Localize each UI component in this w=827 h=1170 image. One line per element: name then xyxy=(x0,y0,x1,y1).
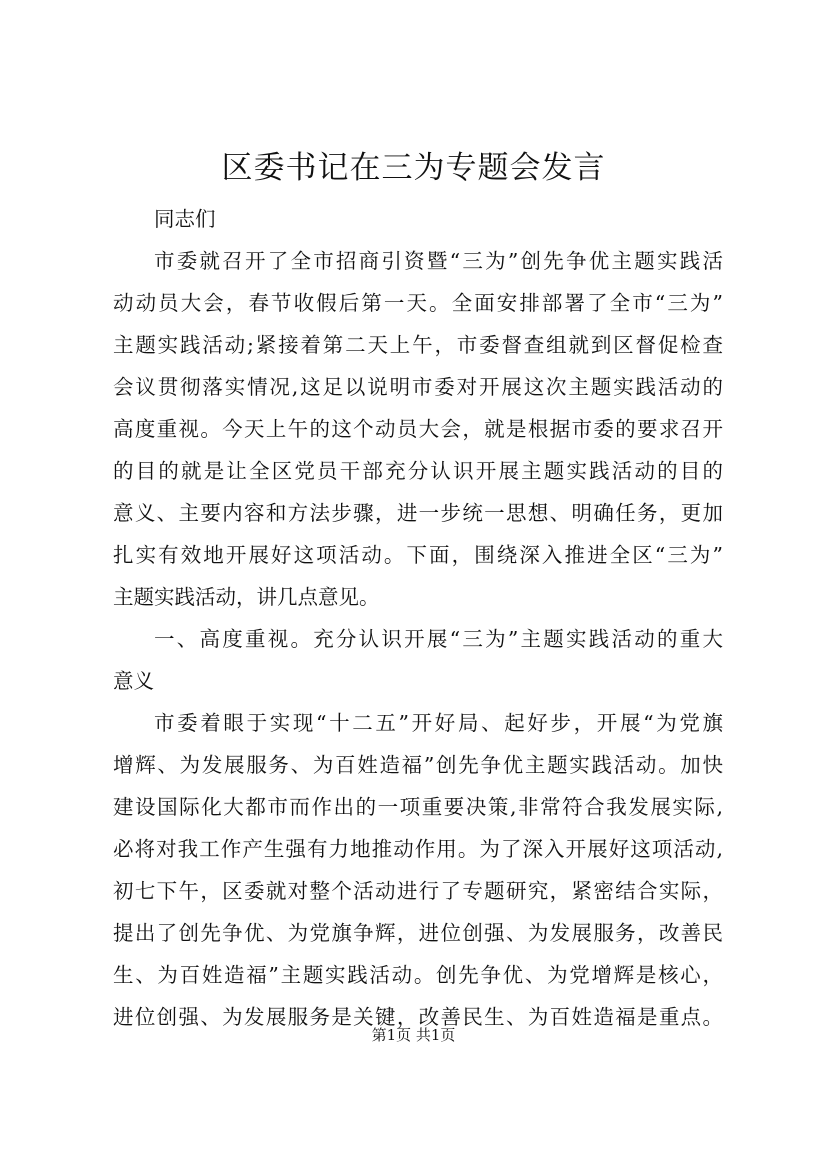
body-line: 提出了创先争优、为党旗争辉，进位创强、为发展服务，改善民 xyxy=(113,921,723,945)
body-line: 高度重视。今天上午的这个动员大会，就是根据市委的要求召开 xyxy=(113,417,723,441)
document-title: 区委书记在三为专题会发言 xyxy=(221,150,606,186)
body-line: 意义 xyxy=(113,669,154,693)
body-line: 增辉、为发展服务、为百姓造福”创先争优主题实践活动。加快 xyxy=(113,753,723,777)
body-line: 必将对我工作产生强有力地推动作用。为了深入开展好这项活动, xyxy=(113,837,723,861)
page-footer: 第1页 共1页 xyxy=(371,1026,456,1044)
body-line: 的目的就是让全区党员干部充分认识开展主题实践活动的目的 xyxy=(113,459,723,483)
body-line: 扎实有效地开展好这项活动。下面，围绕深入推进全区“三为” xyxy=(113,543,723,567)
body-line: 建设国际化大都市而作出的一项重要决策,非常符合我发展实际, xyxy=(113,795,723,819)
document-body xyxy=(113,198,723,1038)
body-line: 意义、主要内容和方法步骤，进一步统一思想、明确任务，更加 xyxy=(113,501,723,525)
body-line: 初七下午，区委就对整个活动进行了专题研究，紧密结合实际， xyxy=(113,879,723,903)
body-line: 进位创强、为发展服务是关键，改善民生、为百姓造福是重点。 xyxy=(113,1005,723,1029)
body-line: 一、高度重视。充分认识开展“三为”主题实践活动的重大 xyxy=(154,627,723,651)
body-line: 主题实践活动;紧接着第二天上午，市委督查组就到区督促检查 xyxy=(113,333,723,357)
body-line: 市委就召开了全市招商引资暨“三为”创先争优主题实践活 xyxy=(154,249,723,273)
body-line: 市委着眼于实现“十二五”开好局、起好步，开展“为党旗 xyxy=(154,711,723,735)
body-line: 生、为百姓造福”主题实践活动。创先争优、为党增辉是核心， xyxy=(113,963,723,987)
body-line: 同志们 xyxy=(154,207,216,231)
body-line: 会议贯彻落实情况,这足以说明市委对开展这次主题实践活动的 xyxy=(113,375,723,399)
body-line: 动动员大会，春节收假后第一天。全面安排部署了全市“三为” xyxy=(113,291,723,315)
body-line: 主题实践活动，讲几点意见。 xyxy=(113,585,380,609)
